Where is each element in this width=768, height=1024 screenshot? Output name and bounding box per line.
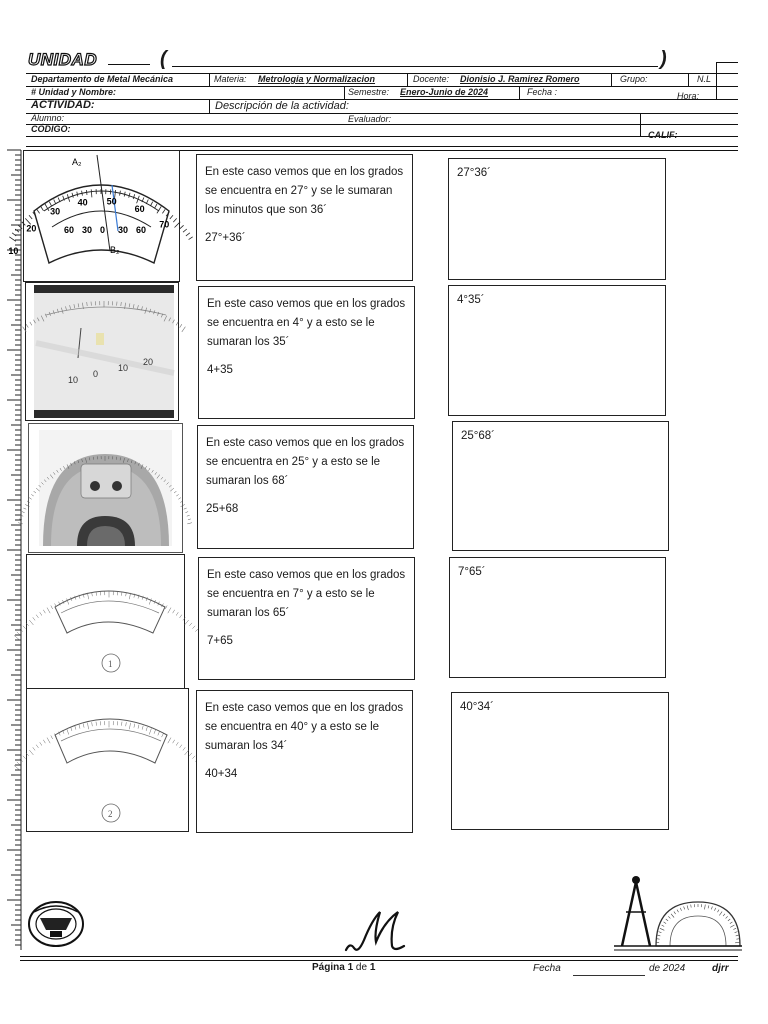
scale-tick [666, 919, 668, 921]
figure-5-box [26, 688, 189, 832]
formula-text: 40+34 [205, 768, 238, 780]
scale-tick [711, 907, 712, 910]
vernier-sketch-1 [27, 555, 184, 688]
scale-tick [180, 225, 184, 228]
answer-box-2 [448, 285, 666, 416]
scale-tick [33, 617, 35, 620]
description-text: En este caso vemos que en los grados se encuentra en 7° y a esto se le sumaran los 65´ [207, 569, 406, 619]
scale-tick [40, 742, 42, 745]
formula-text: 27°+36´ [205, 232, 246, 244]
description-text: En este caso vemos que en los grados se encuentra en 27° y se le sumaran los minutos que son 36´ [205, 166, 404, 216]
scale-tick [34, 491, 36, 493]
answer-text: 25°68´ [461, 430, 496, 442]
scale-tick [668, 916, 670, 918]
scale-top-label: 70 [159, 219, 170, 230]
scale-label: 10 [118, 363, 129, 373]
description-box-4 [198, 557, 415, 680]
scale-tick [719, 912, 722, 916]
paren-close: ) [660, 48, 667, 70]
scale-tick [110, 189, 111, 194]
scale-tick [51, 736, 53, 740]
header-divider [640, 113, 641, 136]
scale-tick [730, 922, 733, 924]
scale-tick [187, 515, 190, 516]
scale-tick [22, 222, 26, 226]
scale-tick [660, 928, 664, 930]
description-box-3 [197, 425, 414, 549]
scale-tick [186, 233, 190, 236]
scale-tick [183, 229, 187, 232]
scale-tick [181, 504, 185, 506]
scale-tick [29, 215, 32, 219]
description-box-1 [196, 154, 413, 281]
description-text: En este caso vemos que en los grados se encuentra en 4° y a esto se le sumaran los 35´ [207, 298, 406, 348]
scale-tick [180, 615, 182, 618]
scale-top-label: 40 [77, 197, 88, 208]
answer-text: 7°65´ [458, 566, 486, 578]
header-divider [519, 86, 520, 99]
scale-tick [188, 519, 191, 520]
unidad-nombre-label: # Unidad y Nombre: [31, 87, 117, 97]
evaluador-label: Evaluador: [348, 114, 392, 124]
materia-value: Metrologia y Normalizacion [258, 74, 376, 84]
scale-tick [175, 222, 181, 228]
scale-tick [187, 523, 192, 524]
answer-box-3 [452, 421, 669, 551]
scale-bottom-label: 30 [82, 225, 93, 235]
scale-tick [708, 905, 709, 908]
answer-box-5 [451, 692, 669, 830]
scale-tick [657, 939, 660, 940]
scale-tick [33, 747, 35, 750]
scale-tick [185, 620, 189, 625]
docente-value: Dionisio J. Ramirez Romero [460, 74, 580, 84]
scale-tick [185, 512, 188, 513]
paren-open: ( [160, 48, 167, 70]
scale-tick [173, 610, 175, 613]
scale-tick [176, 494, 178, 496]
scale-tick [26, 324, 28, 327]
scale-tick [735, 932, 738, 933]
scale-tick [165, 606, 167, 610]
figure-3-box [28, 423, 183, 553]
description-text: En este caso vemos que en los grados se encuentra en 40° y a esto se le sumaran los 34´ [205, 702, 404, 752]
scale-label: 0 [93, 369, 99, 379]
scale-tick [684, 907, 685, 910]
scale-bottom-label: 60 [136, 225, 147, 235]
label-b2: B₂ [110, 245, 120, 255]
formula-text: 25+68 [206, 503, 239, 515]
actividad-label: ACTIVIDAD: [31, 99, 95, 111]
institution-seal-icon [26, 898, 86, 950]
header-divider [344, 86, 345, 99]
scale-tick [691, 905, 692, 908]
scale-tick [43, 610, 45, 613]
scale-tick [189, 623, 192, 626]
scale-bottom-label: 60 [64, 225, 75, 235]
scale-tick [176, 612, 178, 615]
scale-tick [728, 919, 730, 921]
label-a2: A₂ [72, 157, 82, 167]
scale-tick [192, 626, 195, 629]
vernier-sketch-2 [27, 689, 188, 831]
scale-tick [736, 935, 739, 936]
header-rule-5 [26, 136, 738, 137]
scale-tick [168, 738, 171, 744]
figure-number: 1 [108, 659, 113, 669]
header-rule-2 [26, 99, 738, 100]
figure-2-box [25, 282, 179, 421]
scale-tick [31, 494, 33, 496]
footer-initials: djrr [712, 963, 729, 974]
scale-tick [47, 608, 50, 614]
scale-tick [173, 740, 175, 743]
scale-tick [730, 925, 734, 927]
pagina-label: Página [312, 962, 345, 973]
scale-tick [36, 745, 38, 748]
scale-tick [176, 322, 178, 325]
scale-tick [664, 922, 667, 924]
figure-4-box [26, 554, 185, 689]
grupo-label: Grupo: [620, 74, 648, 84]
formula-text: 4+35 [207, 364, 233, 376]
materia-label: Materia: [214, 74, 247, 84]
scale-tick [192, 756, 195, 759]
scale-tick [185, 750, 189, 755]
header-bottom-rule [26, 146, 738, 147]
scale-tick [36, 615, 38, 618]
scale-tick [677, 910, 679, 913]
hora-label: Hora: [677, 91, 700, 101]
description-text: En este caso vemos que en los grados se encuentra en 25° y a esto se le sumaran los 68´ [206, 437, 405, 487]
answer-text: 40°34´ [460, 701, 495, 713]
scale-tick [183, 747, 185, 750]
protractor-vernier-diagram [8, 151, 179, 281]
semestre-label: Semestre: [348, 87, 390, 97]
scale-bottom-label: 0 [100, 225, 106, 235]
scale-tick [173, 218, 176, 222]
unidad-name-line [172, 66, 658, 67]
scale-tick [726, 916, 728, 918]
vernier-photo-2 [26, 283, 178, 420]
scale-tick [180, 501, 183, 503]
footer-fecha-label: Fecha [533, 963, 561, 974]
scale-tick [705, 905, 706, 910]
scale-tick [674, 912, 676, 915]
scale-label: 10 [68, 375, 79, 385]
description-box-5 [196, 690, 413, 833]
ruler-strip [0, 150, 24, 950]
alumno-label: Alumno: [31, 113, 65, 123]
scale-top-label: 30 [50, 206, 61, 217]
header-divider [209, 99, 210, 113]
scale-tick [657, 935, 660, 936]
unidad-title: UNIDAD [28, 50, 98, 69]
scale-tick [40, 612, 42, 615]
signature-icon [340, 906, 412, 956]
page-indicator [312, 962, 375, 973]
scale-tick [662, 925, 665, 927]
scale-tick [168, 608, 171, 614]
header-divider [209, 73, 210, 86]
protractor-photo-3 [29, 424, 182, 552]
scale-tick [30, 322, 32, 325]
departamento-label: Departamento de Metal Mecánica [31, 74, 174, 84]
scale-top-label: 20 [26, 223, 37, 234]
semestre-value: Enero-Junio de 2024 [400, 87, 489, 97]
scale-top-label: 10 [8, 246, 19, 256]
pagina-num: 1 [347, 962, 354, 973]
header-divider [688, 73, 689, 86]
scale-label: 20 [143, 357, 154, 367]
header-divider [716, 62, 738, 63]
header-divider [716, 62, 717, 99]
scale-tick [178, 498, 181, 500]
scale-tick [29, 498, 32, 500]
scale-tick [170, 215, 173, 219]
compass-protractor-logo-icon [612, 872, 744, 954]
figure-number: 2 [108, 809, 113, 819]
scale-tick [189, 237, 193, 240]
answer-box-1 [448, 158, 666, 280]
scale-tick [29, 750, 33, 755]
header-divider [611, 73, 612, 86]
scale-tick [180, 745, 182, 748]
scale-tick [174, 491, 176, 493]
scale-top-label: 50 [106, 196, 117, 207]
footer-rule [20, 956, 738, 957]
scale-tick [733, 928, 736, 929]
unidad-number-line [108, 64, 150, 65]
scale-tick [182, 327, 186, 332]
scale-tick [736, 939, 739, 940]
scale-tick [180, 324, 182, 327]
scale-tick [671, 914, 674, 918]
answer-text: 4°35´ [457, 294, 485, 306]
answer-box-4 [449, 557, 666, 678]
scale-tick [29, 620, 33, 625]
scale-tick [183, 617, 185, 620]
formula-text: 7+65 [207, 635, 233, 647]
scale-top-label: 60 [134, 204, 145, 215]
scale-tick [26, 753, 29, 756]
scale-tick [735, 942, 740, 943]
scale-tick [176, 742, 178, 745]
scale-tick [27, 501, 30, 503]
header-rule-4 [26, 124, 738, 125]
scale-tick [718, 910, 720, 913]
scale-tick [659, 932, 662, 933]
scale-tick [189, 753, 192, 756]
nl-label: N.L [697, 74, 712, 84]
scale-tick [680, 908, 681, 911]
scale-tick [723, 914, 725, 916]
figure-1-box [8, 150, 180, 282]
scale-tick [43, 740, 45, 743]
fecha-label: Fecha : [527, 87, 558, 97]
scale-bottom-label: 30 [118, 225, 129, 235]
scale-tick [25, 504, 29, 506]
scale-tick [715, 908, 716, 911]
calif-label: CALIF: [648, 130, 678, 140]
scale-tick [184, 508, 187, 509]
footer-rule-2 [20, 960, 738, 961]
scale-tick [47, 738, 50, 744]
scale-tick [687, 905, 688, 910]
codigo-label: CÓDIGO: [31, 124, 71, 134]
answer-text: 27°36´ [457, 167, 492, 179]
scale-tick [26, 623, 29, 626]
footer-fecha-line [573, 975, 645, 976]
header-divider [407, 73, 408, 86]
footer-year: de 2024 [649, 963, 686, 974]
pagina-total: 1 [369, 962, 376, 973]
description-box-2 [198, 286, 415, 419]
de-label: de [355, 962, 368, 973]
scale-tick [51, 606, 53, 610]
docente-label: Docente: [413, 74, 450, 84]
descripcion-label: Descripción de la actividad: [215, 100, 349, 112]
